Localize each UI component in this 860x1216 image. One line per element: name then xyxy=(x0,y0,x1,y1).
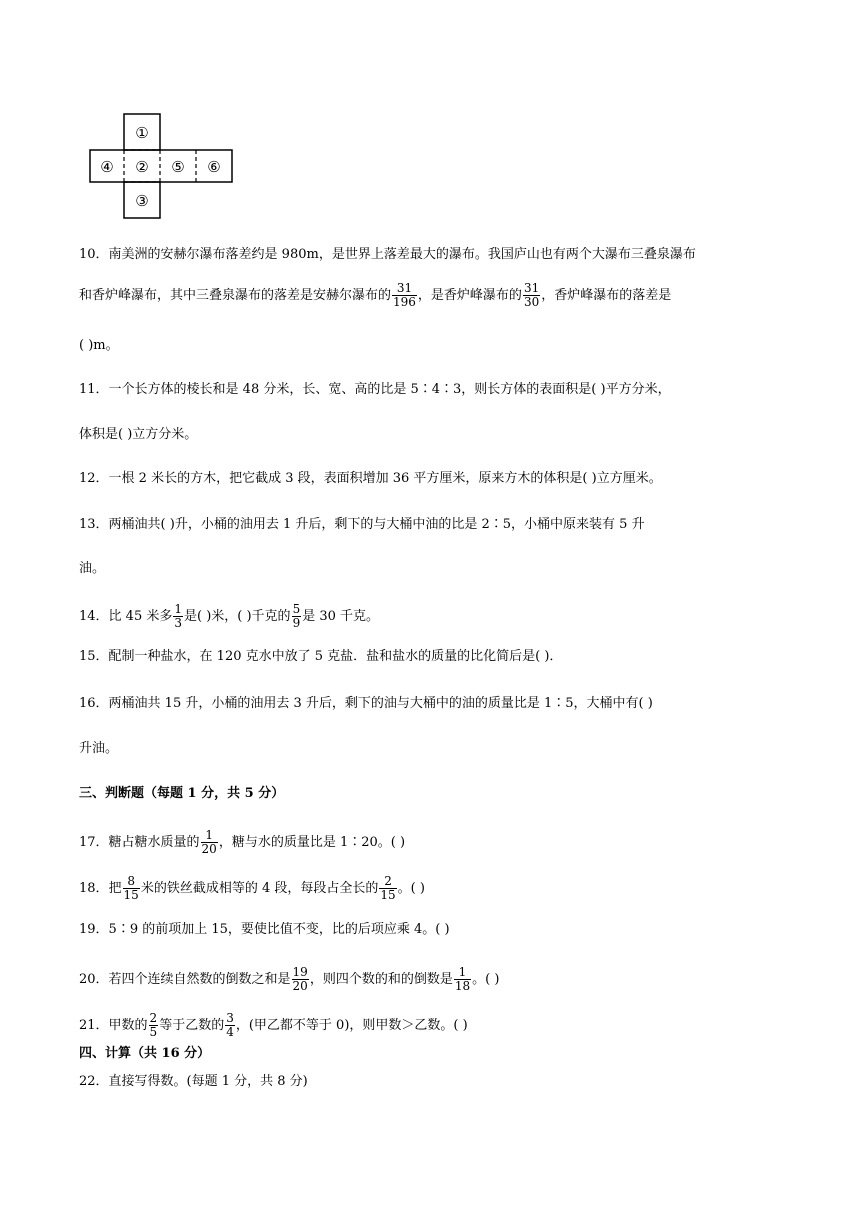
q14-line xyxy=(79,603,379,630)
q20-fraction-2 xyxy=(454,966,471,993)
q17-fraction xyxy=(201,829,218,856)
q20-text-a: 20．若四个连续自然数的倒数之和是 xyxy=(79,972,291,987)
q18-f2-num: 2 xyxy=(379,875,396,889)
q14-text-b: 是( )米，( )千克的 xyxy=(184,609,291,624)
q20-fraction-1 xyxy=(292,966,309,993)
q19-line-1: 19．5∶9 的前项加上 15，要使比值不变，比的后项应乘 4。( ) xyxy=(79,922,450,937)
q21-fraction-2 xyxy=(225,1012,235,1039)
q10-text-b: ，是香炉峰瀑布的 xyxy=(417,288,522,303)
q20-text-b: ，则四个数的和的倒数是 xyxy=(309,972,453,987)
q13-line-1: 13．两桶油共( )升，小桶的油用去 1 升后，剩下的与大桶中油的比是 2∶5，小桶中原来装有 5 升 xyxy=(79,517,645,532)
cube-face-5: ⑤ xyxy=(171,158,185,176)
q14-f1-den: 3 xyxy=(174,616,182,630)
q18-fraction-2 xyxy=(379,875,396,902)
q10-line-2 xyxy=(79,282,671,309)
section-3-title: 三、判断题（每题 1 分，共 5 分） xyxy=(79,786,285,801)
q10-f2-num: 31 xyxy=(523,281,540,295)
q17-f-num: 1 xyxy=(201,829,218,843)
q14-text-a: 14．比 45 米多 xyxy=(79,609,173,624)
q10-line-3: ( )m。 xyxy=(79,338,119,353)
q11-line-2: 体积是( )立方分米。 xyxy=(79,427,198,442)
q20-f2-den: 18 xyxy=(454,979,471,993)
q21-text-b: 等于乙数的 xyxy=(159,1018,225,1033)
q14-f2-den: 9 xyxy=(292,616,301,630)
cube-face-3: ③ xyxy=(135,192,149,210)
q10-line-1: 10．南美洲的安赫尔瀑布落差约是 980m，是世界上落差最大的瀑布。我国庐山也有两个大瀑布三叠泉瀑布 xyxy=(79,247,696,262)
q14-fraction-1 xyxy=(173,603,183,630)
q21-fraction-1 xyxy=(149,1012,159,1039)
q15-line-1: 15．配制一种盐水，在 120 克水中放了 5 克盐．盐和盐水的质量的比化简后是( )． xyxy=(79,649,563,664)
q20-f2-num: 1 xyxy=(454,966,471,980)
q18-text-b: 米的铁丝截成相等的 4 段，每段占全长的 xyxy=(140,881,379,896)
q11-line-1: 11．一个长方体的棱长和是 48 分米，长、宽、高的比是 5∶4∶3，则长方体的表面积是( )平方分米， xyxy=(79,382,671,397)
q16-line-1: 16．两桶油共 15 升，小桶的油用去 3 升后，剩下的油与大桶中的油的质量比是 1∶5，大桶中有( ) xyxy=(79,696,653,711)
q10-f2-den: 30 xyxy=(523,295,540,309)
q10-fraction-1 xyxy=(392,282,417,309)
q14-text-c: 是 30 千克。 xyxy=(302,609,380,624)
cube-net-figure xyxy=(86,110,246,220)
q13-line-2: 油。 xyxy=(79,561,106,576)
q14-f1-num: 1 xyxy=(174,602,182,616)
q18-f1-den: 15 xyxy=(123,888,139,902)
cube-face-2: ② xyxy=(135,158,149,176)
q10-f1-num: 31 xyxy=(392,282,417,296)
q18-text-c: 。( ) xyxy=(397,881,425,896)
q22-line-1: 22．直接写得数。(每题 1 分，共 8 分) xyxy=(79,1074,308,1089)
q21-f1-den: 5 xyxy=(149,1025,158,1039)
q21-f2-den: 4 xyxy=(226,1025,234,1039)
q16-line-2: 升油。 xyxy=(79,741,119,756)
q20-f1-num: 19 xyxy=(292,965,308,979)
q17-text-a: 17．糖占糖水质量的 xyxy=(79,835,200,850)
q21-f2-num: 3 xyxy=(226,1011,234,1025)
cube-face-6: ⑥ xyxy=(207,158,221,176)
q21-text-c: ，(甲乙都不等于 0)，则甲数＞乙数。( ) xyxy=(235,1018,468,1033)
q12-line-1: 12．一根 2 米长的方木，把它截成 3 段，表面积增加 36 平方厘米，原来方木的体积是( )立方厘米。 xyxy=(79,471,662,486)
q14-fraction-2 xyxy=(292,603,302,630)
q14-f2-num: 5 xyxy=(292,602,301,616)
q17-text-b: ，糖与水的质量比是 1∶20。( ) xyxy=(218,835,406,850)
q21-line xyxy=(79,1012,468,1039)
q18-fraction-1 xyxy=(123,875,140,902)
q18-f1-num: 8 xyxy=(123,875,140,889)
q17-f-den: 20 xyxy=(201,842,217,856)
q10-fraction-2 xyxy=(523,282,540,309)
cube-face-1: ① xyxy=(135,124,149,142)
q20-f1-den: 20 xyxy=(292,979,308,993)
q10-text-a: 和香炉峰瀑布，其中三叠泉瀑布的落差是安赫尔瀑布的 xyxy=(79,288,392,303)
q21-f1-num: 2 xyxy=(149,1011,158,1025)
cube-face-4: ④ xyxy=(100,158,114,176)
q10-text-c: ，香炉峰瀑布的落差是 xyxy=(541,288,672,303)
section-4-title: 四、计算（共 16 分） xyxy=(79,1046,211,1061)
q20-line xyxy=(79,966,499,993)
q10-f1-den: 196 xyxy=(393,295,416,309)
q17-line xyxy=(79,829,405,856)
q21-text-a: 21．甲数的 xyxy=(79,1018,148,1033)
q18-line xyxy=(79,875,425,902)
q18-f2-den: 15 xyxy=(380,888,396,902)
q18-text-a: 18．把 xyxy=(79,881,122,896)
q20-text-c: 。( ) xyxy=(472,972,500,987)
